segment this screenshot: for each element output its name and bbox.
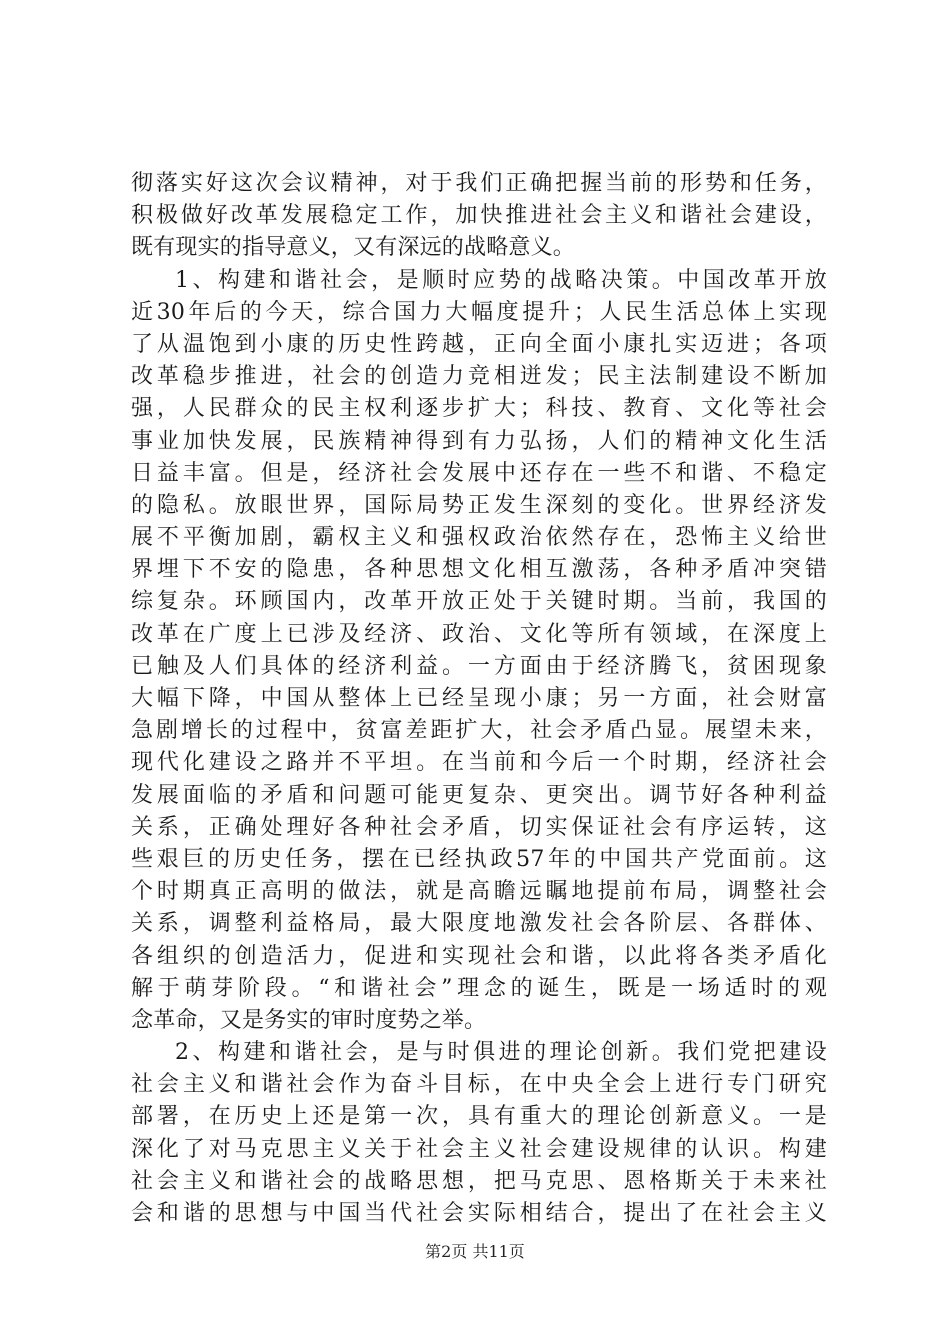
document-body bbox=[131, 168, 827, 1230]
text-line: 改革稳步推进，社会的创造力竞相迸发；民主法制建设不断加 bbox=[131, 364, 827, 390]
text-line: 深化了对马克思主义关于社会主义社会建设规律的认识。构建 bbox=[131, 1136, 827, 1162]
text-line: 个时期真正高明的做法，就是高瞻远瞩地提前布局，调整社会 bbox=[131, 879, 827, 905]
text-line: 界埋下不安的隐患，各种思想文化相互激荡，各种矛盾冲突错 bbox=[131, 557, 827, 583]
text-line: 彻落实好这次会议精神，对于我们正确把握当前的形势和任务， bbox=[131, 171, 827, 196]
text-line: 综复杂。环顾国内，改革开放正处于关键时期。当前，我国的 bbox=[131, 589, 827, 615]
text-line: 强，人民群众的民主权利逐步扩大；科技、教育、文化等社会 bbox=[131, 396, 827, 422]
text-line: 已触及人们具体的经济利益。一方面由于经济腾飞，贫困现象 bbox=[131, 653, 827, 679]
text-line: 发展面临的矛盾和问题可能更复杂、更突出。调节好各种利益 bbox=[131, 782, 827, 808]
text-line: 展不平衡加剧，霸权主义和强权政治依然存在，恐怖主义给世 bbox=[131, 525, 827, 551]
page-number-footer: 第2页 共11页 bbox=[425, 1242, 525, 1261]
text-line: 些艰巨的历史任务，摆在已经执政57年的中国共产党面前。这 bbox=[131, 846, 827, 872]
text-line: 各组织的创造活力，促进和实现社会和谐，以此将各类矛盾化 bbox=[131, 943, 827, 969]
text-line: 关系，调整利益格局，最大限度地激发社会各阶层、各群体、 bbox=[131, 911, 827, 937]
text-line: 社会主义和谐社会的战略思想，把马克思、恩格斯关于未来社 bbox=[131, 1168, 827, 1194]
text-line: 日益丰富。但是，经济社会发展中还存在一些不和谐、不稳定 bbox=[131, 460, 827, 486]
text-line: 2、构建和谐社会，是与时俱进的理论创新。我们党把建设 bbox=[175, 1040, 827, 1066]
text-line: 既有现实的指导意义，又有深远的战略意义。 bbox=[131, 235, 576, 261]
text-line: 改革在广度上已涉及经济、政治、文化等所有领域，在深度上 bbox=[131, 621, 827, 647]
text-line: 解于萌芽阶段。“和谐社会”理念的诞生，既是一场适时的观 bbox=[131, 975, 827, 1001]
text-line: 的隐私。放眼世界，国际局势正发生深刻的变化。世界经济发 bbox=[131, 492, 827, 518]
text-line: 事业加快发展，民族精神得到有力弘扬，人们的精神文化生活 bbox=[131, 428, 827, 454]
text-line: 关系，正确处理好各种社会矛盾，切实保证社会有序运转，这 bbox=[131, 814, 827, 840]
text-line: 了从温饱到小康的历史性跨越，正向全面小康扎实迈进；各项 bbox=[131, 331, 827, 357]
text-line: 1、构建和谐社会，是顺时应势的战略决策。中国改革开放 bbox=[175, 267, 827, 293]
text-line: 近30年后的今天，综合国力大幅度提升；人民生活总体上实现 bbox=[131, 299, 827, 325]
text-line: 念革命，又是务实的审时度势之举。 bbox=[131, 1007, 487, 1033]
text-line: 急剧增长的过程中，贫富差距扩大，社会矛盾凸显。展望未来， bbox=[131, 718, 827, 744]
text-line: 积极做好改革发展稳定工作，加快推进社会主义和谐社会建设， bbox=[131, 203, 827, 229]
text-line: 社会主义和谐社会作为奋斗目标，在中央全会上进行专门研究 bbox=[131, 1072, 827, 1098]
text-line: 部署，在历史上还是第一次，具有重大的理论创新意义。一是 bbox=[131, 1104, 827, 1130]
text-line: 大幅下降，中国从整体上已经呈现小康；另一方面，社会财富 bbox=[131, 686, 827, 711]
text-line: 现代化建设之路并不平坦。在当前和今后一个时期，经济社会 bbox=[131, 750, 827, 776]
text-line: 会和谐的思想与中国当代社会实际相结合，提出了在社会主义 bbox=[131, 1201, 827, 1226]
